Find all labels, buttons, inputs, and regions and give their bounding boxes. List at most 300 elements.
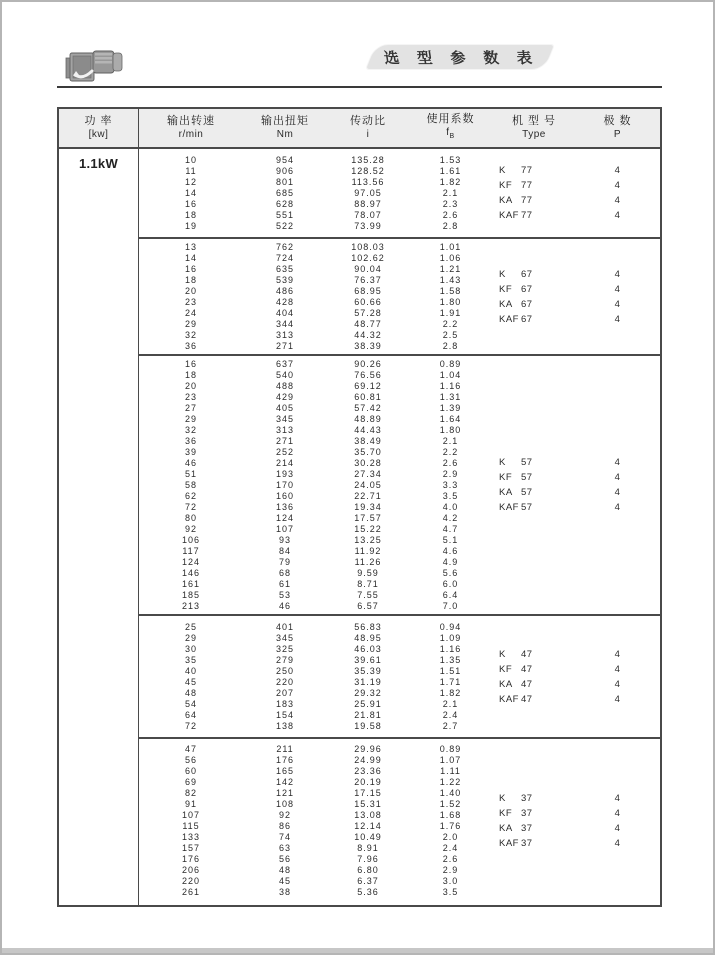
ratio-cell: 29.32: [354, 687, 382, 698]
speed-cell: 18: [184, 209, 197, 220]
table-row: [139, 242, 492, 253]
speed-cell: 46: [184, 457, 197, 468]
torque-cell: 628: [275, 198, 295, 209]
table-row: [139, 425, 492, 436]
table-row: [139, 480, 492, 491]
type-name: K 47: [499, 648, 533, 660]
type-row: [492, 282, 659, 297]
speed-cell: 176: [181, 854, 201, 864]
factor-cell: 1.39: [439, 402, 462, 413]
speed-cell: 12: [184, 176, 197, 187]
speed-cell: 220: [181, 876, 201, 886]
ratio-cell: 10.49: [354, 832, 382, 842]
table-row: [139, 359, 492, 370]
speed-cell: 14: [184, 187, 197, 198]
poles-value: 4: [614, 693, 621, 705]
type-row: [492, 647, 659, 662]
speed-cell: 185: [181, 589, 201, 600]
torque-cell: 271: [275, 435, 295, 446]
torque-cell: 214: [275, 457, 295, 468]
factor-cell: 4.6: [442, 545, 459, 556]
speed-cell: 16: [184, 198, 197, 209]
table-row: [139, 601, 492, 612]
table-row: [139, 590, 492, 601]
header-service-factor-zh: 使用系数: [426, 113, 475, 125]
torque-cell: 522: [275, 220, 295, 231]
table-row: [139, 253, 492, 264]
speed-cell: 80: [184, 512, 197, 523]
torque-cell: 488: [275, 380, 295, 391]
factor-cell: 1.31: [439, 391, 462, 402]
table-row: [139, 876, 492, 887]
ratio-cell: 15.31: [354, 799, 382, 809]
type-name: K 77: [499, 165, 533, 176]
speed-cell: 115: [182, 821, 200, 831]
factor-cell: 1.61: [439, 165, 462, 176]
factor-cell: 1.82: [439, 687, 462, 698]
factor-cell: 1.58: [439, 285, 462, 296]
header-ratio-zh: 传动比: [350, 115, 386, 127]
type-row: [492, 791, 659, 806]
speed-cell: 19: [184, 220, 197, 231]
torque-cell: 74: [278, 832, 291, 842]
torque-cell: 207: [275, 687, 295, 698]
ratio-cell: 11.26: [354, 556, 382, 567]
factor-cell: 1.51: [439, 665, 462, 676]
poles-value: 4: [614, 457, 621, 468]
speed-cell: 206: [181, 865, 201, 875]
type-name: KA 67: [499, 298, 533, 310]
factor-cell: 2.9: [442, 865, 459, 875]
torque-cell: 121: [275, 788, 295, 798]
ratio-cell: 6.37: [357, 876, 379, 886]
factor-cell: 2.6: [442, 854, 459, 864]
torque-cell: 405: [275, 402, 295, 413]
ratio-cell: 25.91: [354, 698, 382, 709]
torque-cell: 136: [275, 501, 295, 512]
ratio-cell: 68.95: [354, 285, 382, 296]
ratio-cell: 19.58: [354, 720, 382, 731]
table-row: [139, 436, 492, 447]
data-rows: [139, 149, 492, 237]
type-name: KA 47: [499, 678, 533, 690]
factor-cell: 3.3: [442, 479, 459, 490]
torque-cell: 68: [278, 567, 291, 578]
factor-cell: 1.35: [439, 654, 462, 665]
type-row: [492, 821, 659, 836]
speed-cell: 54: [184, 698, 197, 709]
torque-cell: 176: [275, 755, 295, 765]
torque-cell: 142: [275, 777, 295, 787]
ratio-cell: 48.95: [354, 632, 382, 643]
speed-cell: 72: [184, 501, 197, 512]
table-row: [139, 491, 492, 502]
type-row: [492, 500, 659, 515]
factor-cell: 2.0: [442, 832, 459, 842]
torque-cell: 801: [275, 176, 295, 187]
table-row: [139, 319, 492, 330]
torque-cell: 344: [275, 318, 295, 329]
type-name: KF 67: [499, 283, 533, 295]
poles-value: 4: [614, 502, 621, 513]
table-row: [139, 644, 492, 655]
table-row: [139, 865, 492, 876]
type-name: K 57: [499, 457, 533, 468]
torque-cell: 124: [275, 512, 295, 523]
factor-cell: 2.6: [442, 209, 459, 220]
ratio-cell: 7.55: [357, 589, 379, 600]
factor-cell: 1.80: [439, 424, 462, 435]
table-header-row: [59, 109, 660, 149]
speed-cell: 213: [181, 600, 201, 611]
factor-cell: 2.1: [442, 435, 459, 446]
type-name: KF 37: [499, 808, 533, 819]
speed-cell: 64: [184, 709, 197, 720]
type-row: [492, 470, 659, 485]
torque-cell: 271: [275, 340, 295, 351]
speed-cell: 146: [181, 567, 201, 578]
type-row: [492, 178, 659, 193]
speed-cell: 20: [184, 380, 197, 391]
speed-cell: 27: [184, 402, 197, 413]
type-name: KAF 77: [499, 210, 533, 221]
factor-cell: 0.89: [439, 358, 462, 369]
torque-cell: 762: [275, 241, 295, 252]
torque-cell: 428: [275, 296, 295, 307]
poles-value: 4: [614, 180, 621, 191]
table-row: [139, 557, 492, 568]
table-row: [139, 370, 492, 381]
speed-cell: 23: [184, 296, 197, 307]
type-name: KAF 47: [499, 693, 533, 705]
type-row: [492, 485, 659, 500]
type-name: KAF 67: [499, 313, 533, 325]
table-row: [139, 821, 492, 832]
power-value: 1.1kW: [78, 156, 119, 171]
speed-cell: 45: [184, 676, 197, 687]
torque-cell: 540: [275, 369, 295, 380]
ratio-cell: 17.15: [354, 788, 382, 798]
factor-cell: 2.4: [442, 709, 459, 720]
factor-cell: 1.06: [439, 252, 462, 263]
table-row: [139, 403, 492, 414]
ratio-cell: 39.61: [354, 654, 382, 665]
ratio-cell: 22.71: [354, 490, 382, 501]
ratio-cell: 48.77: [354, 318, 382, 329]
ratio-cell: 44.43: [354, 424, 382, 435]
factor-cell: 3.5: [442, 887, 459, 897]
factor-cell: 1.76: [439, 821, 462, 831]
ratio-cell: 78.07: [354, 209, 382, 220]
header-ratio-unit: i: [366, 129, 370, 140]
speed-cell: 82: [184, 788, 197, 798]
gear-size-block: [139, 737, 660, 903]
poles-value: 4: [614, 793, 621, 804]
type-name: KF 47: [499, 663, 533, 675]
header-speed-unit: r/min: [178, 129, 204, 140]
factor-cell: 1.09: [439, 632, 462, 643]
ratio-cell: 7.96: [357, 854, 379, 864]
factor-cell: 1.91: [439, 307, 462, 318]
ratio-cell: 56.83: [354, 621, 382, 632]
table-row: [139, 579, 492, 590]
torque-cell: 220: [275, 676, 295, 687]
torque-cell: 107: [275, 523, 295, 534]
ratio-cell: 12.14: [354, 821, 382, 831]
torque-cell: 108: [275, 799, 295, 809]
table-row: [139, 699, 492, 710]
speed-cell: 157: [181, 843, 201, 853]
poles-value: 4: [614, 283, 621, 295]
table-row: [139, 777, 492, 788]
factor-cell: 2.9: [442, 468, 459, 479]
ratio-cell: 27.34: [354, 468, 382, 479]
ratio-cell: 17.57: [354, 512, 382, 523]
factor-cell: 1.01: [439, 241, 462, 252]
torque-cell: 345: [275, 413, 295, 424]
type-row: [492, 692, 659, 707]
ratio-cell: 31.19: [354, 676, 382, 687]
ratio-cell: 90.04: [354, 263, 382, 274]
factor-cell: 6.4: [442, 589, 459, 600]
ratio-cell: 6.80: [357, 865, 379, 875]
torque-cell: 313: [275, 329, 295, 340]
table-row: [139, 166, 492, 177]
factor-cell: 1.64: [439, 413, 462, 424]
speed-cell: 10: [184, 154, 197, 165]
type-name: K 67: [499, 268, 533, 280]
table-body: [59, 149, 660, 905]
torque-cell: 724: [275, 252, 295, 263]
header-poles: [576, 109, 659, 147]
poles-value: 4: [614, 298, 621, 310]
type-name: KAF 57: [499, 502, 533, 513]
ratio-cell: 60.81: [354, 391, 382, 402]
speed-cell: 18: [184, 274, 197, 285]
data-rows: [139, 239, 492, 354]
ratio-cell: 69.12: [354, 380, 382, 391]
speed-cell: 58: [184, 479, 197, 490]
ratio-cell: 15.22: [354, 523, 382, 534]
type-row: [492, 455, 659, 470]
factor-cell: 5.1: [442, 534, 459, 545]
type-name: KA 57: [499, 487, 533, 498]
power-cell: [59, 149, 139, 905]
ratio-cell: 8.91: [357, 843, 379, 853]
type-name: KF 77: [499, 180, 533, 191]
table-row: [139, 286, 492, 297]
torque-cell: 160: [275, 490, 295, 501]
torque-cell: 56: [278, 854, 291, 864]
torque-cell: 250: [275, 665, 295, 676]
table-row: [139, 341, 492, 352]
table-row: [139, 535, 492, 546]
table-row: [139, 502, 492, 513]
speed-cell: 72: [184, 720, 197, 731]
ratio-cell: 24.05: [354, 479, 382, 490]
ratio-cell: 9.59: [357, 567, 379, 578]
speed-cell: 69: [184, 777, 197, 787]
factor-cell: 1.07: [439, 755, 462, 765]
table-row: [139, 788, 492, 799]
gear-size-block: [139, 354, 660, 614]
speed-cell: 20: [184, 285, 197, 296]
table-row: [139, 688, 492, 699]
table-row: [139, 568, 492, 579]
speed-cell: 51: [184, 468, 197, 479]
speed-cell: 25: [184, 621, 197, 632]
torque-cell: 252: [275, 446, 295, 457]
factor-cell: 2.2: [442, 318, 459, 329]
factor-cell: 1.40: [439, 788, 462, 798]
table-row: [139, 264, 492, 275]
factor-cell: 4.0: [442, 501, 459, 512]
type-row: [492, 312, 659, 327]
header-torque-unit: Nm: [276, 129, 294, 140]
type-row: [492, 836, 659, 851]
speed-cell: 47: [184, 744, 197, 754]
type-row: [492, 806, 659, 821]
gear-size-block: [139, 614, 660, 737]
factor-cell: 1.21: [439, 263, 462, 274]
factor-cell: 2.8: [442, 220, 459, 231]
factor-cell: 0.89: [439, 744, 462, 754]
torque-cell: 345: [275, 632, 295, 643]
table-row: [139, 414, 492, 425]
factor-cell: 1.71: [439, 676, 462, 687]
torque-cell: 84: [278, 545, 291, 556]
ratio-cell: 60.66: [354, 296, 382, 307]
speed-cell: 13: [184, 241, 197, 252]
ratio-cell: 73.99: [354, 220, 382, 231]
speed-cell: 124: [181, 556, 201, 567]
torque-cell: 45: [278, 876, 291, 886]
ratio-cell: 128.52: [351, 165, 385, 176]
torque-cell: 53: [278, 589, 291, 600]
type-row: [492, 193, 659, 208]
torque-cell: 429: [275, 391, 295, 402]
ratio-cell: 5.36: [357, 887, 379, 897]
torque-cell: 46: [278, 600, 291, 611]
poles-value: 4: [614, 165, 621, 176]
table-row: [139, 721, 492, 732]
factor-cell: 1.53: [439, 154, 462, 165]
speed-cell: 133: [181, 832, 201, 842]
torque-cell: 279: [275, 654, 295, 665]
type-name: KA 77: [499, 195, 533, 206]
ratio-cell: 29.96: [354, 744, 382, 754]
speed-cell: 18: [184, 369, 197, 380]
torque-cell: 154: [275, 709, 295, 720]
factor-cell: 1.52: [439, 799, 462, 809]
speed-cell: 30: [184, 643, 197, 654]
speed-cell: 40: [184, 665, 197, 676]
factor-cell: 7.0: [442, 600, 459, 611]
table-row: [139, 832, 492, 843]
poles-value: 4: [614, 268, 621, 280]
speed-cell: 16: [184, 263, 197, 274]
factor-cell: 6.0: [442, 578, 459, 589]
poles-value: 4: [614, 838, 621, 849]
poles-value: 4: [614, 313, 621, 325]
table-row: [139, 392, 492, 403]
ratio-cell: 102.62: [351, 252, 385, 263]
speed-cell: 11: [185, 165, 197, 176]
table-row: [139, 843, 492, 854]
ratio-cell: 30.28: [354, 457, 382, 468]
speed-cell: 23: [184, 391, 197, 402]
table-row: [139, 221, 492, 232]
speed-cell: 261: [181, 887, 201, 897]
speed-cell: 106: [181, 534, 201, 545]
ratio-cell: 88.97: [354, 198, 382, 209]
table-row: [139, 755, 492, 766]
torque-cell: 539: [275, 274, 295, 285]
type-list: [492, 149, 659, 237]
speed-cell: 32: [184, 329, 197, 340]
header-ratio: [327, 109, 409, 147]
header-power: [59, 109, 139, 147]
header-service-factor-unit: $f_B$: [446, 127, 455, 140]
type-list: [492, 616, 659, 737]
table-row: [139, 458, 492, 469]
poles-value: 4: [614, 663, 621, 675]
header-speed: [139, 109, 243, 147]
torque-cell: 93: [278, 534, 291, 545]
speed-cell: 92: [184, 523, 197, 534]
torque-cell: 404: [275, 307, 295, 318]
table-row: [139, 887, 492, 898]
factor-cell: 2.3: [442, 198, 459, 209]
torque-cell: 92: [278, 810, 291, 820]
speed-cell: 62: [184, 490, 197, 501]
factor-cell: 1.43: [439, 274, 462, 285]
table-row: [139, 677, 492, 688]
ratio-cell: 46.03: [354, 643, 382, 654]
header-speed-zh: 输出转速: [167, 115, 215, 127]
poles-value: 4: [614, 648, 621, 660]
gear-size-block: [139, 237, 660, 354]
table-row: [139, 447, 492, 458]
speed-cell: 32: [184, 424, 197, 435]
ratio-cell: 48.89: [354, 413, 382, 424]
data-rows: [139, 739, 492, 903]
header-type-zh: 机 型 号: [511, 115, 557, 127]
torque-cell: 211: [276, 744, 294, 754]
factor-cell: 2.6: [442, 457, 459, 468]
factor-cell: 4.9: [442, 556, 459, 567]
speed-cell: 36: [184, 340, 197, 351]
type-list: [492, 739, 659, 903]
ratio-cell: 20.19: [354, 777, 382, 787]
ratio-cell: 108.03: [351, 241, 385, 252]
type-row: [492, 267, 659, 282]
poles-value: 4: [614, 823, 621, 834]
table-row: [139, 199, 492, 210]
type-row: [492, 662, 659, 677]
header-poles-zh: 极 数: [603, 115, 632, 127]
data-rows: [139, 616, 492, 737]
factor-cell: 1.22: [439, 777, 462, 787]
table-row: [139, 799, 492, 810]
ratio-cell: 97.05: [354, 187, 382, 198]
poles-value: 4: [614, 195, 621, 206]
poles-value: 4: [614, 678, 621, 690]
speed-cell: 36: [184, 435, 197, 446]
factor-cell: 2.4: [442, 843, 459, 853]
poles-value: 4: [614, 210, 621, 221]
page-title: 选 型 参 数 表: [379, 50, 542, 67]
